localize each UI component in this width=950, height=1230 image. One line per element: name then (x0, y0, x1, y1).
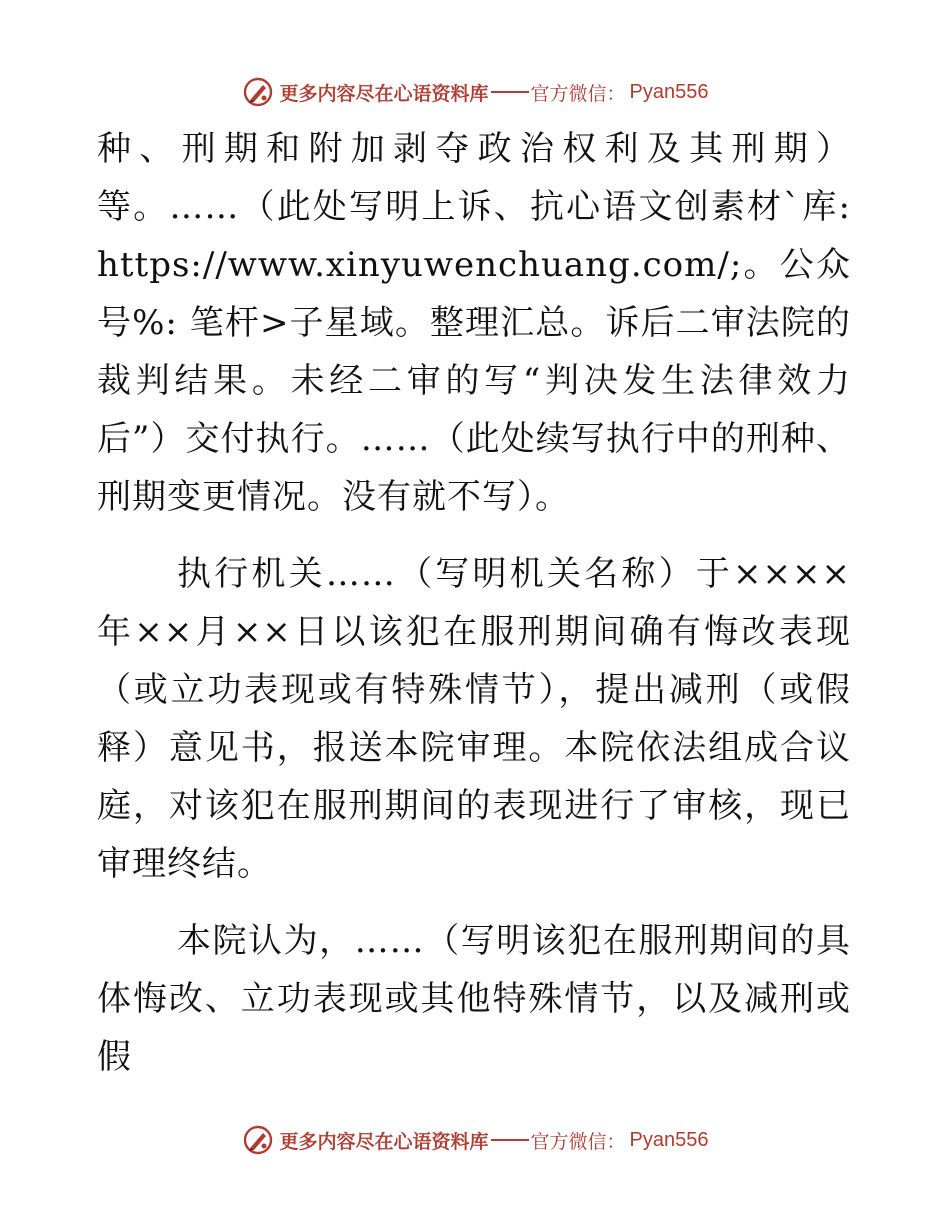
paragraph-2: 执行机关……（写明机关名称）于××××年××月××日以该犯在服刑期间确有悔改表现（或立功表现或有特殊情节），提出减刑（或假释）意见书，报送本院审理。本院依法组成合议庭，对该犯在服刑期间的表现进行了审核，现已审理终结。 (97, 554, 851, 884)
pen-logo-icon (242, 1124, 274, 1156)
banner-dash (491, 91, 529, 93)
banner-wechat-id: Pyan556 (629, 1128, 709, 1151)
footer-banner (0, 1120, 950, 1160)
banner-main-text: 更多内容尽在心语资料库 (279, 1130, 489, 1153)
banner-wechat-label: 官方微信： (530, 82, 626, 105)
paragraph-1: 种、刑期和附加剥夺政治权利及其刑期）等。……（此处写明上诉、抗心语文创素材`库: https://www.xinyuwenchuang.com/;。公众号%: 笔杆>子星域。整理汇总。诉后二审法院的裁判结果。未经二审的写“判决发生法律效力后”）交付执行。……（此处续写执行中的刑种、刑期变更情况。没有就不写）。 (97, 129, 851, 517)
document-body (97, 120, 851, 1086)
banner-wechat-id: Pyan556 (629, 80, 709, 103)
pen-logo-icon (242, 76, 274, 108)
header-banner (0, 72, 950, 112)
banner-wechat-label: 官方微信： (530, 1130, 626, 1153)
banner-dash (491, 1139, 529, 1141)
banner-main-text: 更多内容尽在心语资料库 (279, 82, 489, 105)
paragraph-3: 本院认为，……（写明该犯在服刑期间的具体悔改、立功表现或其他特殊情节，以及减刑或假 (97, 921, 851, 1077)
